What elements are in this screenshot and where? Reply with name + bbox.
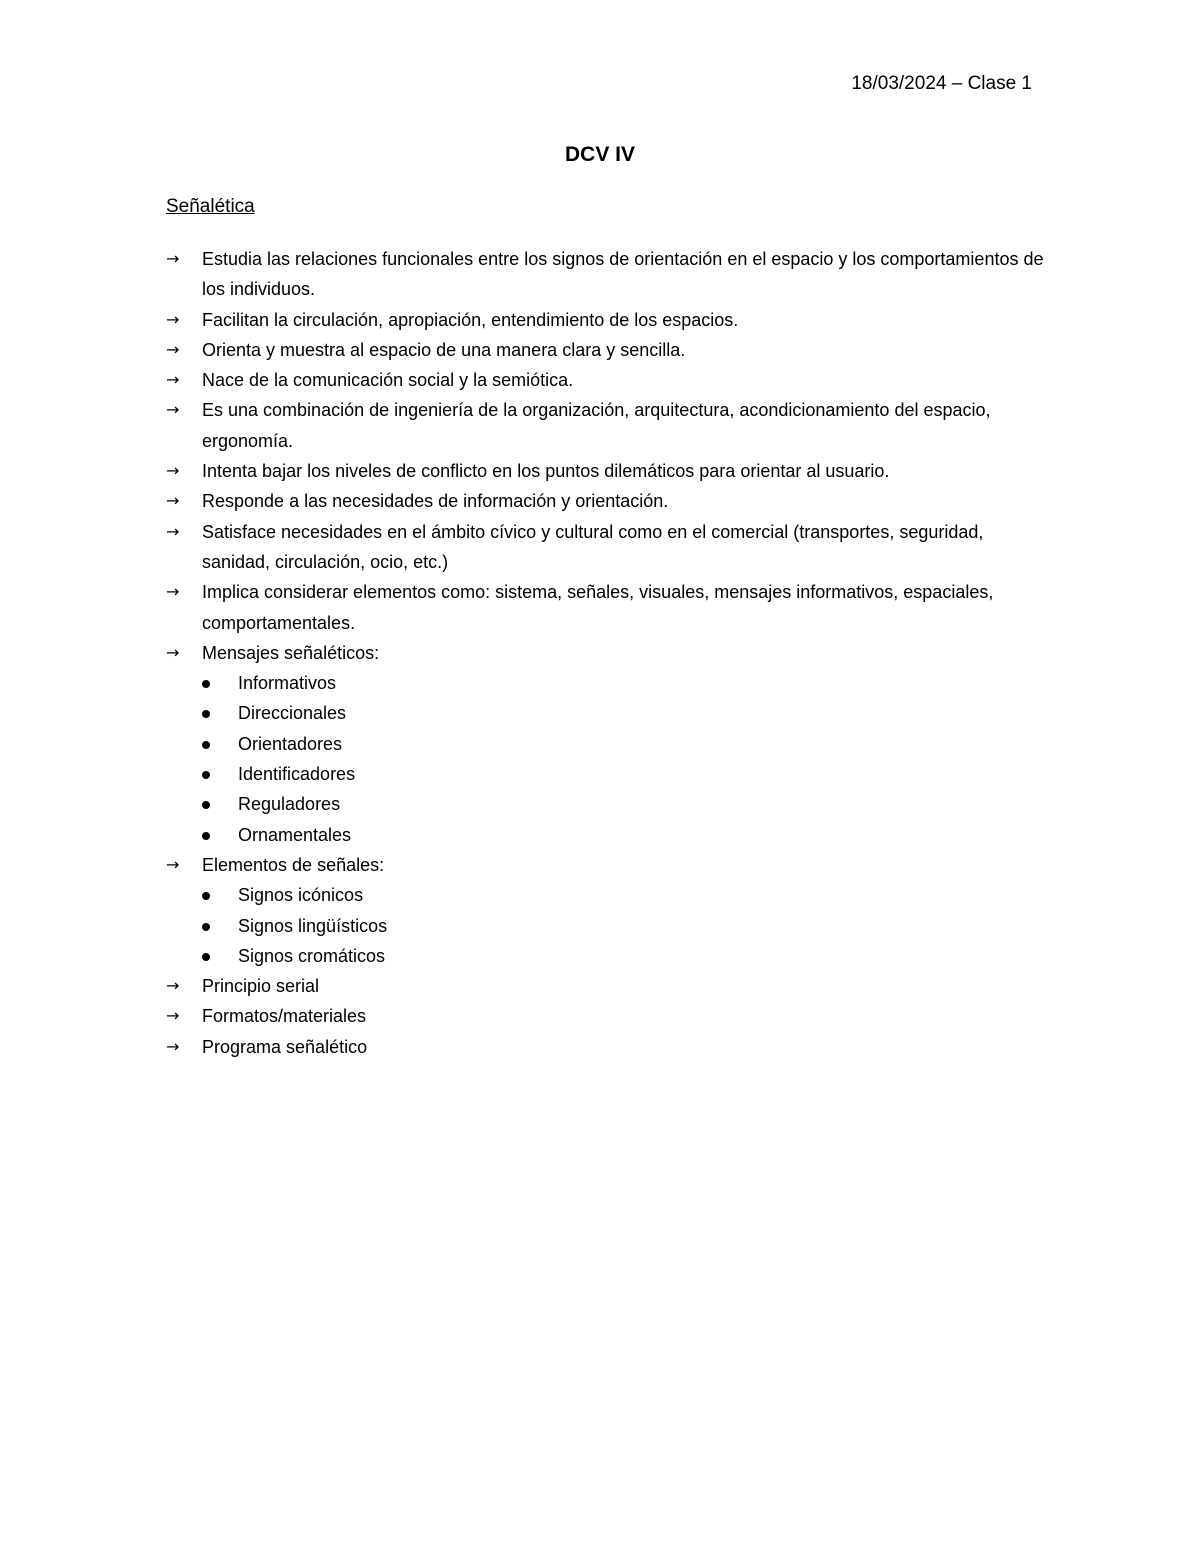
sub-list-item <box>202 880 1046 910</box>
bullet-icon <box>202 832 210 840</box>
right-arrow-icon: → <box>166 400 180 420</box>
sub-list-item-text: Orientadores <box>238 733 343 754</box>
list-item <box>166 850 1046 971</box>
sub-list-item-text: Ornamentales <box>238 824 352 845</box>
bullet-icon <box>202 953 210 961</box>
list-item-text: Mensajes señaléticos: <box>202 642 380 663</box>
sub-list-item <box>202 668 1046 698</box>
sub-list-item <box>202 698 1046 728</box>
sub-list <box>202 668 1046 850</box>
right-arrow-icon: → <box>166 491 180 511</box>
sub-list-item <box>202 729 1046 759</box>
list-item <box>166 305 1046 335</box>
list-item-text: Intenta bajar los niveles de conflicto en los puntos dilemáticos para orientar al usuario. <box>202 461 890 482</box>
list-item <box>166 486 1046 516</box>
bullet-icon <box>202 771 210 779</box>
right-arrow-icon: → <box>166 582 180 602</box>
sub-list-item <box>202 820 1046 850</box>
right-arrow-icon: → <box>166 249 180 268</box>
list-item <box>166 577 1046 638</box>
sub-list-item <box>202 759 1046 789</box>
list-item-text: Elementos de señales: <box>202 854 385 875</box>
list-item-text: Programa señalético <box>202 1036 368 1057</box>
list-item <box>166 1001 1046 1031</box>
item-list <box>166 244 1046 1062</box>
bullet-icon <box>202 801 210 809</box>
sub-list-item <box>202 789 1046 819</box>
sub-list-item-text: Identificadores <box>238 764 356 785</box>
sub-list-item <box>202 911 1046 941</box>
list-item-text: Es una combinación de ingeniería de la organización, arquitectura, acondicionamiento del espacio, ergonomía. <box>202 400 991 451</box>
list-item-text: Orienta y muestra al espacio de una manera clara y sencilla. <box>202 339 686 360</box>
bullet-icon <box>202 680 210 688</box>
sub-list-item-text: Signos cromáticos <box>238 945 386 966</box>
right-arrow-icon: → <box>166 976 180 996</box>
sub-list-item-text: Reguladores <box>238 794 341 815</box>
right-arrow-icon: → <box>166 461 180 481</box>
right-arrow-icon: → <box>166 854 180 874</box>
list-item-text: Satisface necesidades en el ámbito cívico y cultural como en el comercial (transportes, seguridad, sanidad, circulación, ocio, etc.) <box>202 521 984 572</box>
right-arrow-icon: → <box>166 521 180 541</box>
list-item-text: Estudia las relaciones funcionales entre los signos de orientación en el espacio y los comportamientos de los individuos. <box>202 249 1044 300</box>
list-item-text: Formatos/materiales <box>202 1006 367 1027</box>
right-arrow-icon: → <box>166 1036 180 1056</box>
list-item <box>166 971 1046 1001</box>
date-header: 18/03/2024 – Clase 1 <box>851 73 1032 94</box>
list-item <box>166 638 1046 850</box>
right-arrow-icon: → <box>166 339 180 359</box>
list-item-text: Facilitan la circulación, apropiación, entendimiento de los espacios. <box>202 309 739 330</box>
list-item <box>166 395 1046 456</box>
bullet-icon <box>202 892 210 900</box>
list-item-text: Responde a las necesidades de información y orientación. <box>202 491 669 512</box>
right-arrow-icon: → <box>166 1006 180 1026</box>
list-item <box>166 365 1046 395</box>
right-arrow-icon: → <box>166 370 180 390</box>
list-item <box>166 456 1046 486</box>
list-item <box>166 517 1046 578</box>
list-item <box>166 1032 1046 1062</box>
list-item <box>166 244 1046 305</box>
sub-list-item-text: Direccionales <box>238 703 347 724</box>
right-arrow-icon: → <box>166 309 180 329</box>
sub-list-item-text: Informativos <box>238 673 337 694</box>
section-title: Señalética <box>166 196 255 217</box>
sub-list-item-text: Signos icónicos <box>238 885 364 906</box>
bullet-icon <box>202 710 210 718</box>
sub-list-item <box>202 941 1046 971</box>
list-item-text: Principio serial <box>202 976 320 997</box>
sub-list-item-text: Signos lingüísticos <box>238 915 388 936</box>
sub-list <box>202 880 1046 971</box>
bullet-icon <box>202 741 210 749</box>
list-item-text: Implica considerar elementos como: sistema, señales, visuales, mensajes informativos, espaciales, comportamentales. <box>202 582 994 633</box>
bullet-icon <box>202 923 210 931</box>
right-arrow-icon: → <box>166 642 180 662</box>
list-item <box>166 335 1046 365</box>
list-item-text: Nace de la comunicación social y la semiótica. <box>202 370 574 391</box>
page-title: DCV IV <box>564 143 635 166</box>
